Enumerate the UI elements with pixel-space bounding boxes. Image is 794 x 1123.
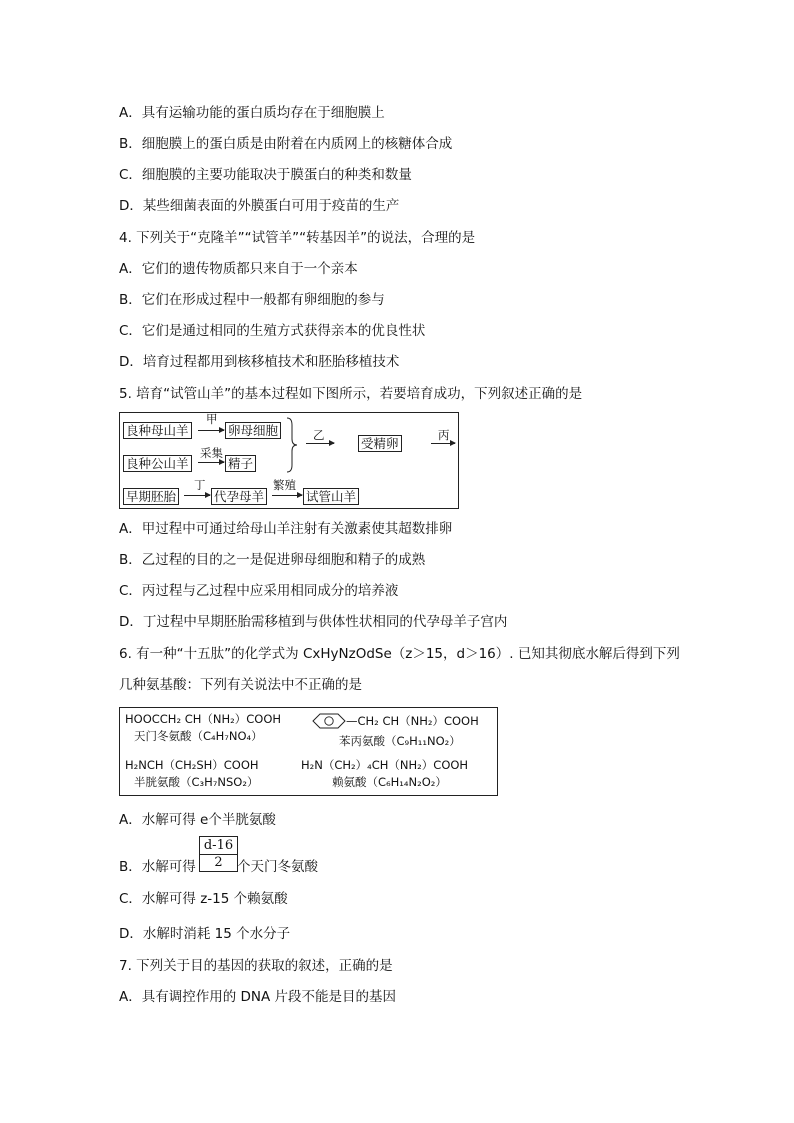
arrow-bing bbox=[431, 443, 455, 444]
q5-stem: 5. 培育“试管山羊”的基本过程如下图所示，若要培育成功，下列叙述正确的是 bbox=[119, 386, 583, 402]
asp-name: 天门冬氨酸（C₄H₇NO₄） bbox=[134, 729, 263, 743]
q5-option-c: C．丙过程与乙过程中应采用相同成分的培养液 bbox=[119, 583, 399, 599]
q5-option-a: A．甲过程中可通过给母山羊注射有关激素使其超数排卵 bbox=[119, 521, 453, 537]
node-sperm: 精子 bbox=[225, 455, 256, 472]
benzene-ring-icon bbox=[309, 713, 349, 729]
node-early-embryo: 早期胚胎 bbox=[123, 488, 179, 505]
q6-option-c: C．水解可得 z-15 个赖氨酸 bbox=[119, 891, 288, 907]
q7-stem: 7. 下列关于目的基因的获取的叙述，正确的是 bbox=[119, 958, 393, 974]
asp-formula: HOOCCH₂ CH（NH₂）COOH bbox=[125, 712, 282, 726]
fraction-denominator: 2 bbox=[214, 855, 223, 870]
arrow-yi bbox=[306, 443, 334, 444]
node-male-goat: 良种公山羊 bbox=[123, 455, 192, 472]
label-bing: 丙 bbox=[438, 428, 450, 442]
q5-flow-diagram bbox=[119, 412, 459, 509]
arrow-breed bbox=[272, 495, 302, 496]
q4-option-a: A．它们的遗传物质都只来自于一个亲本 bbox=[119, 261, 358, 277]
node-test-tube-goat: 试管山羊 bbox=[303, 488, 359, 505]
label-jia: 甲 bbox=[206, 412, 218, 426]
q4-stem: 4. 下列关于“克隆羊”“试管羊”“转基因羊”的说法，合理的是 bbox=[119, 230, 476, 246]
node-oocyte: 卵母细胞 bbox=[225, 422, 281, 439]
lys-name: 赖氨酸（C₆H₁₄N₂O₂） bbox=[332, 775, 447, 789]
q5-option-b: B．乙过程的目的之一是促进卵母细胞和精子的成熟 bbox=[119, 552, 426, 568]
q6-option-b-prefix: B．水解可得 bbox=[119, 859, 196, 875]
node-surrogate: 代孕母羊 bbox=[211, 488, 267, 505]
label-breed: 繁殖 bbox=[273, 478, 296, 492]
q3-option-a: A．具有运输功能的蛋白质均存在于细胞膜上 bbox=[119, 105, 385, 121]
node-female-goat: 良种母山羊 bbox=[123, 422, 192, 439]
q7-option-a: A．具有调控作用的 DNA 片段不能是目的基因 bbox=[119, 989, 397, 1005]
q3-option-b: B．细胞膜上的蛋白质是由附着在内质网上的核糖体合成 bbox=[119, 136, 453, 152]
arrow-jia bbox=[198, 430, 224, 431]
q4-option-d: D．培育过程都用到核移植技术和胚胎移植技术 bbox=[119, 354, 400, 370]
lys-formula: H₂N（CH₂）₄CH（NH₂）COOH bbox=[301, 758, 469, 772]
q6-option-b-suffix: 个天门冬氨酸 bbox=[237, 859, 318, 875]
q6-stem-line1: 6. 有一种“十五肽”的化学式为 CxHyNzOdSe（z＞15，d＞16）. 已知其彻底水解后得到下列 bbox=[119, 646, 680, 662]
arrow-ding bbox=[184, 495, 210, 496]
label-ding: 丁 bbox=[194, 478, 206, 492]
arrow-collect bbox=[198, 462, 224, 463]
phe-name: 苯丙氨酸（C₉H₁₁NO₂） bbox=[339, 734, 461, 748]
q4-option-c: C．它们是通过相同的生殖方式获得亲本的优良性状 bbox=[119, 323, 426, 339]
phe-formula: —CH₂ CH（NH₂）COOH bbox=[346, 714, 479, 728]
q6-option-d: D．水解时消耗 15 个水分子 bbox=[119, 926, 291, 942]
amino-acid-table bbox=[119, 707, 498, 796]
cys-name: 半胱氨酸（C₃H₇NSO₂） bbox=[134, 775, 259, 789]
q3-option-d: D．某些细菌表面的外膜蛋白可用于疫苗的生产 bbox=[119, 198, 400, 214]
q3-option-c: C．细胞膜的主要功能取决于膜蛋白的种类和数量 bbox=[119, 167, 412, 183]
q6-option-a: A．水解可得 e个半胱氨酸 bbox=[119, 812, 276, 828]
node-fertilized-egg: 受精卵 bbox=[358, 435, 402, 452]
q5-option-d: D．丁过程中早期胚胎需移植到与供体性状相同的代孕母羊子宫内 bbox=[119, 614, 508, 630]
fraction-box bbox=[199, 836, 238, 872]
label-yi: 乙 bbox=[313, 428, 325, 442]
cys-formula: H₂NCH（CH₂SH）COOH bbox=[125, 758, 259, 772]
q4-option-b: B．它们在形成过程中一般都有卵细胞的参与 bbox=[119, 292, 385, 308]
q6-stem-line2: 几种氨基酸：下列有关说法中不正确的是 bbox=[119, 677, 362, 693]
fraction-numerator: d-16 bbox=[200, 837, 237, 855]
label-collect: 采集 bbox=[200, 446, 223, 460]
brace-symbol bbox=[285, 417, 299, 473]
